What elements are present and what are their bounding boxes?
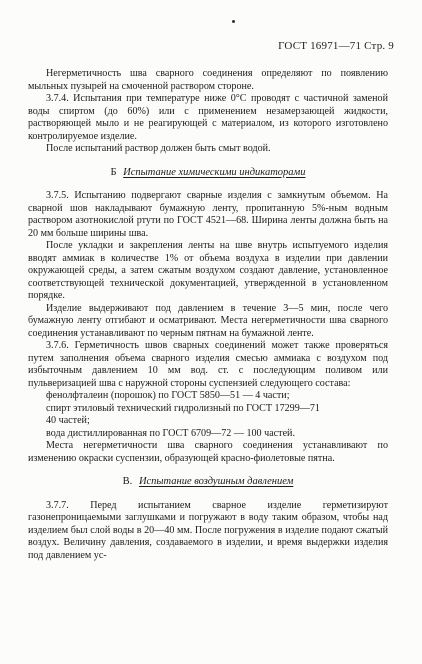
page-body: [28, 68, 388, 562]
section-title: Испытание химическими индикаторами: [123, 166, 306, 178]
section-heading-v: [28, 476, 388, 489]
paragraph-3-7-5: 3.7.5. Испытанию подвергают сварные изделия с замкнутым объемом. На сварной шов накладывают бумажную ленту, пропитанную 5%-ным водным раствором азотнокислой ртути по ГОСТ 4521—68. Ширина ленты должна быть на 20 мм больше ширины шва.: [28, 190, 388, 239]
paragraph-3-7-4: 3.7.4. Испытания при температуре ниже 0°С проводят с частичной заменой воды спиртом (до 60%) или с применением незамерзающей жидкости, растворяющей мыло и не реагирующей с материалом, из которого изготовлено контролируемое изделие.: [28, 93, 388, 142]
paragraph: После укладки и закрепления ленты на шве внутрь испытуемого изделия вводят аммиак в количестве 1% от объема воздуха в изделии при давлении окружающей среды, а затем сжатым воздухом создают давление, установленное соответствующей технической документацией, утвержденной в установленном порядке.: [28, 240, 388, 301]
composition-item: вода дистиллированная по ГОСТ 6709—72 — 100 частей.: [46, 427, 295, 439]
section-heading-b: [28, 167, 388, 180]
composition-item: фенолфталеин (порошок) по ГОСТ 5850—51 — 4 части;: [46, 390, 290, 401]
composition-item-continuation: 40 частей;: [46, 415, 90, 426]
paragraph: Негерметичность шва сварного соединения определяют по появлению мыльных пузырей на смоченной раствором стороне.: [28, 68, 388, 92]
paragraph: После испытаний раствор должен быть смыт водой.: [46, 143, 271, 154]
print-speck: [232, 20, 235, 23]
section-title: Испытание воздушным давлением: [138, 476, 294, 487]
paragraph-3-7-6: 3.7.6. Герметичность швов сварных соединений может также проверяться путем заполнения объема сварного изделия смесью аммиака с воздухом под избыточным давлением 10 мм вод. ст. с последующим поливом или пульверизацией шва с наружной стороны суспензией следующего состава:: [28, 340, 388, 389]
composition-item: спирт этиловый технический гидролизный по ГОСТ 17299—71: [46, 402, 320, 414]
section-letter: В.: [122, 476, 133, 487]
section-letter: Б: [110, 166, 117, 178]
page-header: ГОСТ 16971—71 Стр. 9: [278, 40, 394, 52]
paragraph: Изделие выдерживают под давлением в течение 3—5 мин, после чего бумажную ленту отгибают и осматривают. Места негерметичности шва сварного соединения устанавливают по черным пятнам на бумажной ленте.: [28, 302, 388, 339]
paragraph-3-7-7: 3.7.7. Перед испытанием сварное изделие герметизируют газонепроницаемыми заглушками и погружают в воду таким образом, чтобы над изделием был слой воды в 20—40 мм. После погружения в изделие подают сжатый воздух. Величину давления, создаваемого в изделии, и время выдержки изделия под давлением ус-: [28, 499, 388, 561]
paragraph: Места негерметичности шва сварного соединения устанавливают по изменению окраски суспензии, образующей красно-фиолетовые пятна.: [28, 440, 388, 464]
